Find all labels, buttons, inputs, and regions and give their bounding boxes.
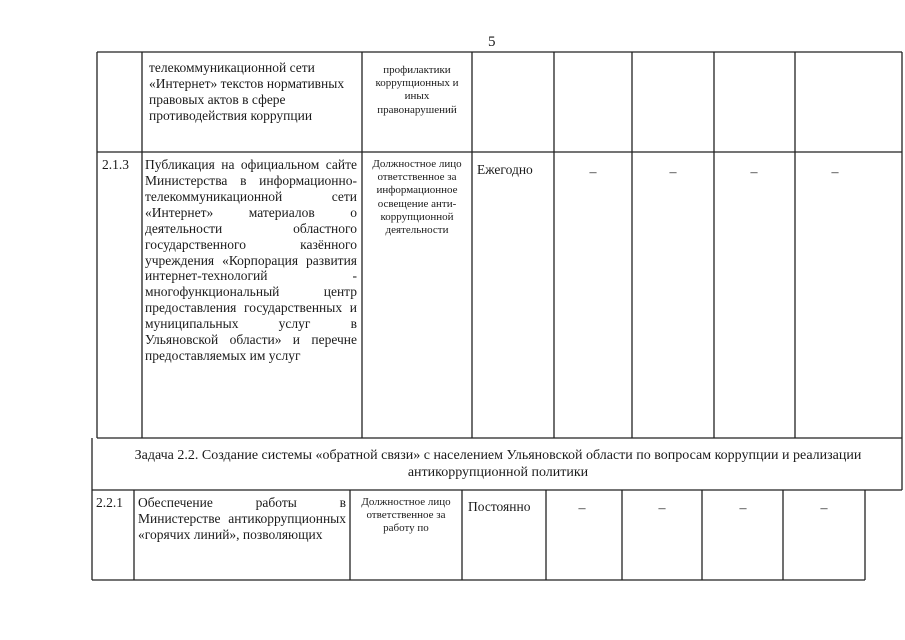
row-2-2-1-responsible: Должностное лицо ответственное за работу по (361, 496, 451, 535)
row-2-1-3-value-1: – (589, 165, 597, 180)
page-number: 5 (488, 34, 496, 50)
row-2-2-1-value-1: – (578, 501, 586, 516)
continuation-description: телекоммуникационной сети «Интернет» текстов нормативных правовых актов в сфере противодействия коррупции (149, 60, 345, 123)
row-2-2-1-value-4: – (820, 501, 828, 516)
row-2-2-1-value-2: – (658, 501, 666, 516)
row-2-1-3-responsible: Должностное лицо ответственное за информационное освещение анти-коррупционной деятельности (372, 158, 462, 236)
row-2-1-3-description: Публикация на официальном сайте Министерства в информационно-телекоммуникационной сети «Интернет» материалов о деятельности областного государственного казённого учреждения «Корпорация развития интернет-технологий - многофункциональный центр предоставления государственных и муниципальных услуг в Ульяновской области» и перечне предоставляемых им услуг (145, 157, 357, 364)
row-2-1-3-term: Ежегодно (477, 162, 533, 177)
continuation-responsible: профилактики коррупционных и иных правонарушений (375, 64, 459, 116)
row-2-1-3-value-2: – (669, 165, 677, 180)
row-2-1-3-value-3: – (750, 165, 758, 180)
row-2-2-1-value-3: – (739, 501, 747, 516)
row-2-2-1-term: Постоянно (468, 499, 531, 514)
row-2-1-3-value-4: – (831, 165, 839, 180)
task-2-2-title: Задача 2.2. Создание системы «обратной связи» с населением Ульяновской области по вопросам коррупции и реализации антикоррупционной политики (134, 448, 862, 480)
row-number-2-1-3: 2.1.3 (102, 157, 129, 172)
row-number-2-2-1: 2.2.1 (96, 495, 123, 510)
row-2-2-1-description: Обеспечение работы в Министерстве антикоррупционных «горячих линий», позволяющих (138, 495, 346, 542)
